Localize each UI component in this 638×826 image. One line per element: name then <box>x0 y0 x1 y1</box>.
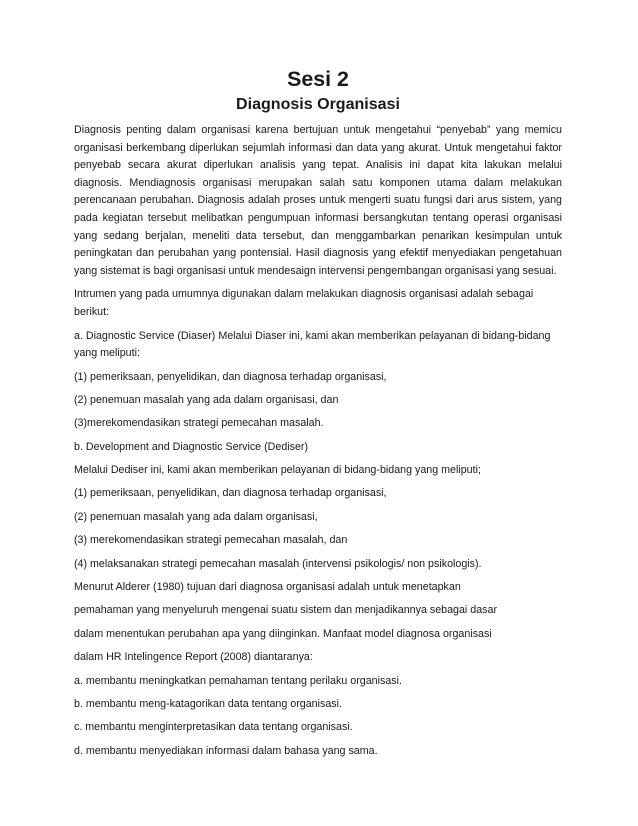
instrument-paragraph: Intrumen yang pada umumnya digunakan dalam melakukan diagnosis organisasi adalah sebagai berikut: <box>74 288 534 318</box>
text-line: (2) penemuan masalah yang ada dalam organisasi, <box>74 510 318 523</box>
intro-paragraph: Diagnosis penting dalam organisasi karena bertujuan untuk mengetahui “penyebab” yang memicu organisasi berkembang diperlukan sejumlah informasi dan data yang akurat. Untuk mengetahui faktor penyebab secara akurat diperlukan analisis yang tepat. Analisis ini dapat kita lakukan melalui diagnosis. Mendiagnosis organisasi merupakan salah satu komponen utama dalam melakukan perencanaan perubahan. Diagnosis adalah proses untuk mengerti suatu fungsi dari arus sistem, yang pada kegiatan tersebut melibatkan pengumpuan informasi bersangkutan tentang operasi organisasi yang sedang berjalan, meneliti data tersebut, dan menggambarkan penarikan kesimpulan untuk peningkatan dan perubahan yang pontensial. Hasil diagnosis yang efektif menyediakan pengetahuan yang sistemat is bagi organisasi untuk mendesaign intervensi pengembangan organisasi yang sesuai. <box>74 124 562 277</box>
page-title: Diagnosis Organisasi <box>236 95 400 113</box>
text-line: c. membantu menginterpretasikan data tentang organisasi. <box>74 721 353 734</box>
body-lines <box>74 369 562 761</box>
text-line: (1) pemeriksaan, penyelidikan, dan diagnosa terhadap organisasi, <box>74 370 387 383</box>
text-line: (1) pemeriksaan, penyelidikan, dan diagnosa terhadap organisasi, <box>74 487 387 500</box>
text-line: pemahaman yang menyeluruh mengenai suatu sistem dan menjadikannya sebagai dasar <box>74 604 498 617</box>
text-line: (4) melaksanakan strategi pemecahan masalah (intervensi psikologis/ non psikologis). <box>74 557 482 570</box>
diaser-paragraph: a. Diagnostic Service (Diaser) Melalui Diaser ini, kami akan memberikan pelayanan di bidang-bidang yang meliputi: <box>74 329 551 360</box>
session-heading: Sesi 2 <box>287 67 349 91</box>
text-line: Melalui Dediser ini, kami akan memberikan pelayanan di bidang-bidang yang meliputi; <box>74 464 481 477</box>
text-line: b. membantu meng-katagorikan data tentang organisasi. <box>74 697 342 710</box>
text-line: (3) merekomendasikan strategi pemecahan masalah, dan <box>74 534 348 547</box>
text-line: dalam HR Intelingence Report (2008) diantaranya: <box>74 651 313 664</box>
text-line: dalam menentukan perubahan apa yang diinginkan. Manfaat model diagnosa organisasi <box>74 627 492 640</box>
text-line: d. membantu menyediakan informasi dalam bahasa yang sama. <box>74 744 378 757</box>
text-line: a. membantu meningkatkan pemahaman tentang perilaku organisasi. <box>74 674 402 687</box>
text-line: b. Development and Diagnostic Service (Dediser) <box>74 440 309 453</box>
text-line: Menurut Alderer (1980) tujuan dari diagnosa organisasi adalah untuk menetapkan <box>74 581 461 594</box>
text-line: (2) penemuan masalah yang ada dalam organisasi, dan <box>74 393 339 406</box>
text-line: (3)merekomendasikan strategi pemecahan masalah. <box>74 417 324 430</box>
